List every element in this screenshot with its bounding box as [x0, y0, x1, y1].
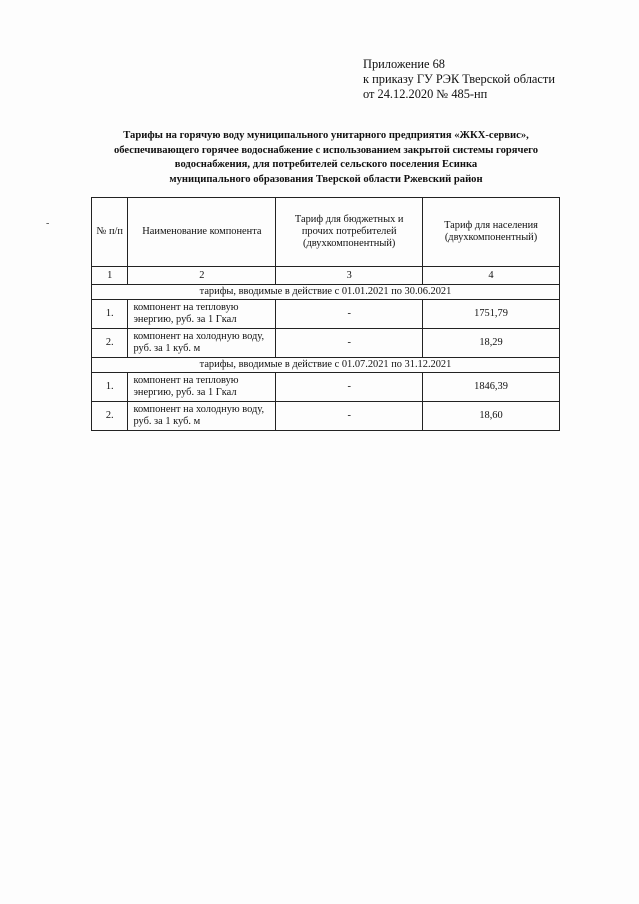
- row-budget: -: [276, 300, 423, 329]
- title-line-3: водоснабжения, для потребителей сельского поселения Есинка: [174, 159, 478, 171]
- tariff-table: [91, 197, 560, 431]
- period-row: [92, 285, 560, 300]
- header-num: № п/п: [92, 198, 128, 267]
- title-line-4: муниципального образования Тверской области Ржевский район: [169, 173, 483, 185]
- period-label: тарифы, вводимые в действие с 01.07.2021 по 31.12.2021: [92, 358, 560, 373]
- row-name: компонент на тепловую энергию, руб. за 1 Гкал: [128, 300, 276, 329]
- row-budget: -: [276, 402, 423, 431]
- row-name: компонент на тепловую энергию, руб. за 1 Гкал: [128, 373, 276, 402]
- row-num: 2.: [92, 329, 128, 358]
- title-line-2: обеспечивающего горячее водоснабжение с использованием закрытой системы горячего: [113, 144, 539, 156]
- table-header-row: [92, 198, 560, 267]
- column-number: 2: [128, 267, 276, 285]
- header-budget: Тариф для бюджетных и прочих потребителей (двухкомпонентный): [276, 198, 423, 267]
- table-row: [92, 300, 560, 329]
- row-population: 18,29: [423, 329, 560, 358]
- row-budget: -: [276, 329, 423, 358]
- period-label: тарифы, вводимые в действие с 01.01.2021 по 30.06.2021: [92, 285, 560, 300]
- row-name: компонент на холодную воду, руб. за 1 куб. м: [128, 402, 276, 431]
- title-line-1: Тарифы на горячую воду муниципального унитарного предприятия «ЖКХ-сервис»,: [123, 130, 529, 141]
- row-population: 1751,79: [423, 300, 560, 329]
- table-row: [92, 329, 560, 358]
- column-number: 3: [276, 267, 423, 285]
- header-population: Тариф для населения (двухкомпонентный): [423, 198, 560, 267]
- row-num: 2.: [92, 402, 128, 431]
- margin-mark: -: [46, 218, 50, 229]
- appendix-reference: [363, 57, 555, 102]
- column-number: 4: [423, 267, 560, 285]
- row-budget: -: [276, 373, 423, 402]
- table-row: [92, 373, 560, 402]
- row-name: компонент на холодную воду, руб. за 1 куб. м: [128, 329, 276, 358]
- header-name: Наименование компонента: [128, 198, 276, 267]
- document-title: [72, 129, 580, 187]
- row-population: 18,60: [423, 402, 560, 431]
- column-number-row: [92, 267, 560, 285]
- row-population: 1846,39: [423, 373, 560, 402]
- appendix-line-1: Приложение 68: [363, 57, 445, 71]
- appendix-line-2: к приказу ГУ РЭК Тверской области: [363, 72, 555, 86]
- appendix-line-3: от 24.12.2020 № 485-нп: [363, 87, 488, 101]
- column-number: 1: [92, 267, 128, 285]
- table-row: [92, 402, 560, 431]
- period-row: [92, 358, 560, 373]
- row-num: 1.: [92, 373, 128, 402]
- row-num: 1.: [92, 300, 128, 329]
